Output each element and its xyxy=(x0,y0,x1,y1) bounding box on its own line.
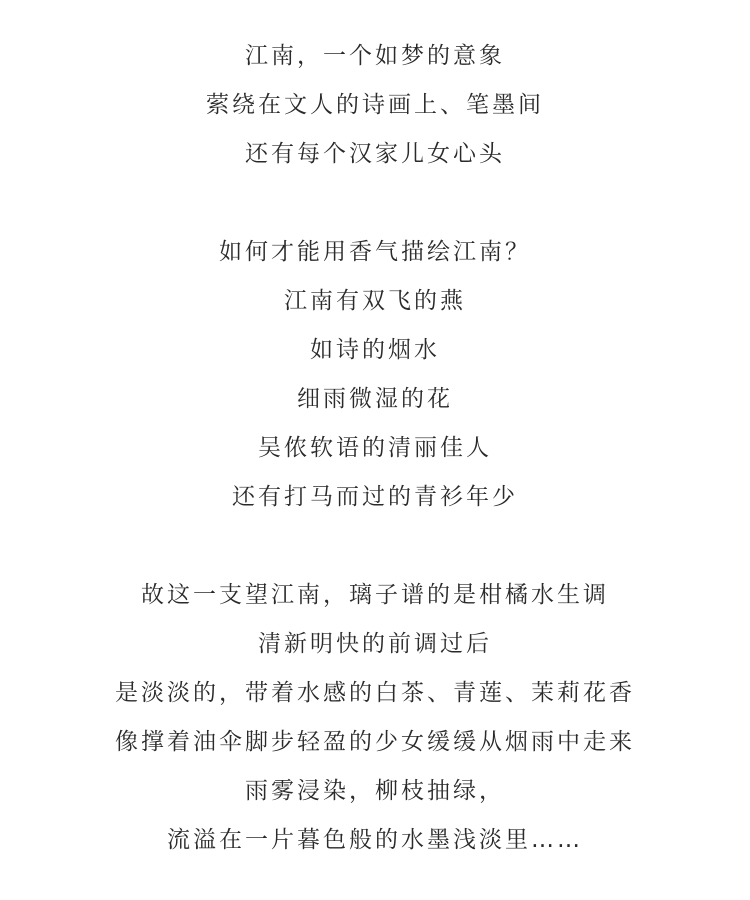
poem-line: 萦绕在文人的诗画上、笔墨间 xyxy=(206,92,544,118)
poem-line: 如何才能用香气描绘江南？ xyxy=(219,239,531,265)
poem-line: 雨雾浸染，柳枝抽绿， xyxy=(245,778,505,804)
stanza-2 xyxy=(0,228,750,522)
poem-line: 流溢在一片暮色般的水墨浅淡里…… xyxy=(167,827,583,853)
poem-text xyxy=(0,32,750,865)
poem-line: 江南，一个如梦的意象 xyxy=(245,43,505,69)
stanza-1 xyxy=(0,32,750,179)
poem-line: 清新明快的前调过后 xyxy=(258,631,492,657)
poem-line: 细雨微湿的花 xyxy=(297,386,453,412)
poem-line: 是淡淡的，带着水感的白茶、青莲、茉莉花香 xyxy=(115,680,635,706)
poem-line: 还有打马而过的青衫年少 xyxy=(232,484,518,510)
poem-line: 还有每个汉家儿女心头 xyxy=(245,141,505,167)
stanza-3 xyxy=(0,571,750,865)
poem-line: 江南有双飞的燕 xyxy=(284,288,466,314)
poem-line: 如诗的烟水 xyxy=(310,337,440,363)
poem-line: 吴侬软语的清丽佳人 xyxy=(258,435,492,461)
poem-line: 像撑着油伞脚步轻盈的少女缓缓从烟雨中走来 xyxy=(115,729,635,755)
poem-line: 故这一支望江南，璃子谱的是柑橘水生调 xyxy=(141,582,609,608)
